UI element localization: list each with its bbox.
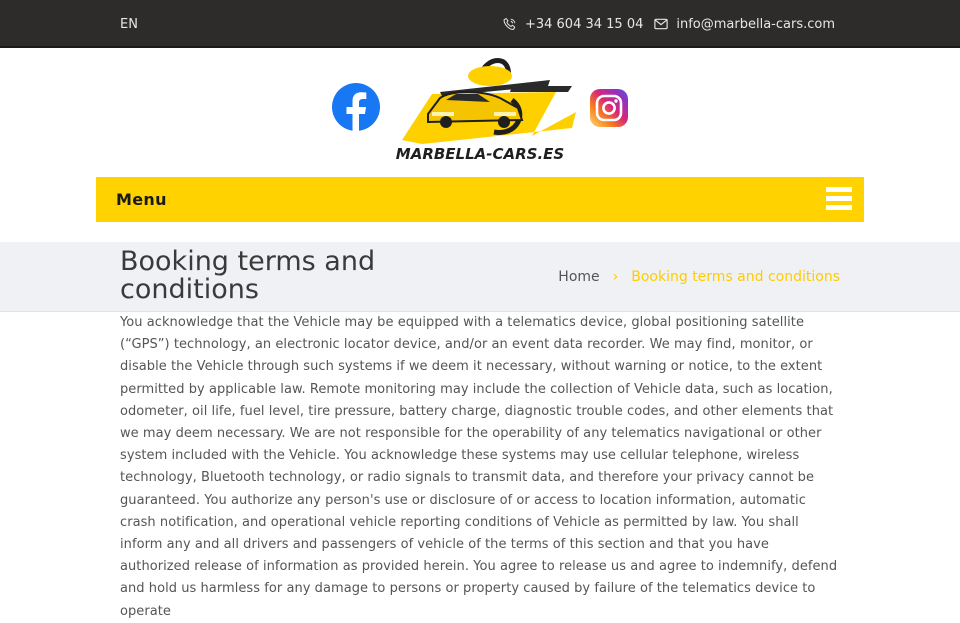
terms-paragraph: You acknowledge that the Vehicle may be equipped with a telematics device, global positioning satellite (“GPS”) technology, an electronic locator device, and/or an event data recorder. We may find, monitor, or disable the Vehicle through such systems if we deem it necessary, without warning or notice, to the extent permitted by applicable law. Remote monitoring may include the collection of Vehicle data, such as location, odometer, oil life, fuel level, tire pressure, battery charge, diagnostic trouble codes, and other elements that we may deem necessary. We are not responsible for the operability of any telematics navigational or other system included with the Vehicle. You acknowledge these systems may use cellular telephone, wireless technology, Bluetooth technology, or radio signals to transmit data, and therefore your privacy cannot be guaranteed. You authorize any person's use or disclosure of or access to location information, automatic crash notification, and operational vehicle reporting conditions of Vehicle as permitted by law. You shall inform any and all drivers and passengers of vehicle of the terms of this section and that you have authorized release of information as provided herein. You agree to release us and agree to indemnify, defend and hold us harmless for any damage to persons or property caused by failure of the telematics device to operate (120, 315, 838, 619)
envelope-icon (653, 16, 669, 32)
page-title: Booking terms and conditions (120, 246, 376, 305)
breadcrumb-home-link[interactable]: Home (558, 269, 600, 285)
instagram-icon[interactable] (589, 88, 629, 128)
phone-link[interactable]: +34 604 34 15 04 (524, 16, 644, 32)
hamburger-icon[interactable] (826, 187, 852, 212)
logo-text: MARBELLA-CARS.ES (395, 145, 565, 163)
site-logo[interactable] (382, 52, 578, 164)
top-bar (0, 0, 960, 48)
contact-info (502, 16, 835, 32)
facebook-icon[interactable] (332, 83, 380, 131)
email-link[interactable]: info@marbella-cars.com (676, 16, 835, 32)
site-header (0, 50, 960, 170)
page-title-band (0, 242, 960, 312)
main-menu-bar[interactable] (96, 177, 864, 222)
chevron-right-icon: › (612, 269, 619, 285)
breadcrumb-current: Booking terms and conditions (631, 269, 840, 285)
phone-icon (502, 16, 518, 32)
language-selector[interactable]: EN (120, 17, 138, 32)
breadcrumb (558, 269, 840, 285)
menu-label: Menu (116, 190, 167, 209)
